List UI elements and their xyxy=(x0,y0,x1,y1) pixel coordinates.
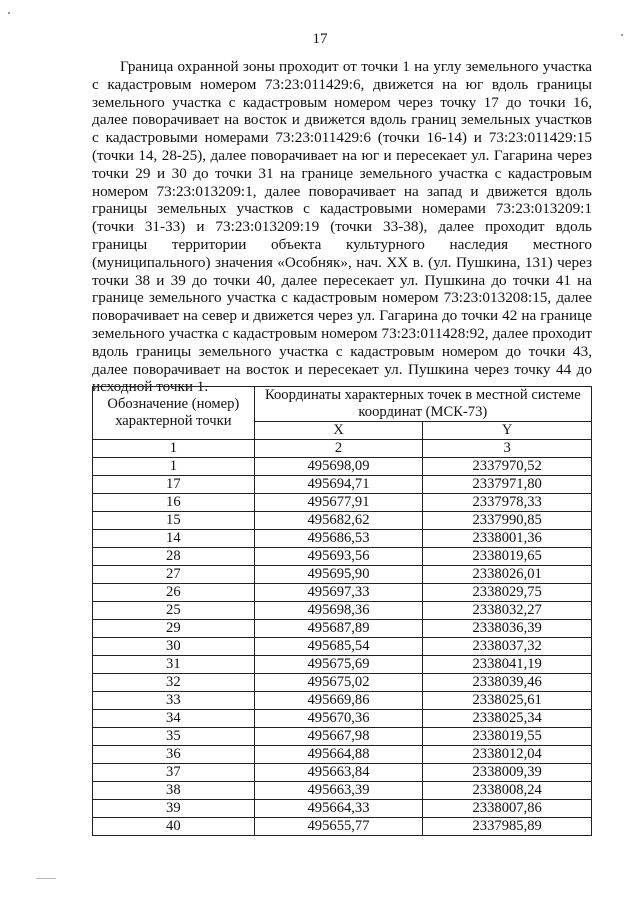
x-cell: 495670,36 xyxy=(254,710,423,728)
y-cell: 2338012,04 xyxy=(423,746,592,764)
page-number: 17 xyxy=(312,31,328,47)
point-cell: 35 xyxy=(93,728,255,746)
x-cell: 495686,53 xyxy=(254,530,423,548)
coordinates-table xyxy=(92,386,592,836)
point-cell: 30 xyxy=(93,638,255,656)
table-row xyxy=(93,476,592,494)
table-row xyxy=(93,710,592,728)
table-row xyxy=(93,620,592,638)
y-cell: 2337971,80 xyxy=(423,476,592,494)
point-cell: 25 xyxy=(93,602,255,620)
x-cell: 495655,77 xyxy=(254,818,423,836)
y-cell: 2338037,32 xyxy=(423,638,592,656)
scan-speck xyxy=(36,878,56,879)
x-cell: 495687,89 xyxy=(254,620,423,638)
table-row xyxy=(93,656,592,674)
x-cell: 495677,91 xyxy=(254,494,423,512)
table-row xyxy=(93,674,592,692)
point-cell: 38 xyxy=(93,782,255,800)
point-cell: 16 xyxy=(93,494,255,512)
column-number: 1 xyxy=(93,440,255,458)
point-cell: 29 xyxy=(93,620,255,638)
column-number: 3 xyxy=(423,440,592,458)
table-row xyxy=(93,584,592,602)
header-coordinates: Координаты характерных точек в местной системе координат (МСК-73) xyxy=(254,387,591,422)
point-cell: 34 xyxy=(93,710,255,728)
table-row xyxy=(93,746,592,764)
table-row xyxy=(93,458,592,476)
y-cell: 2337990,85 xyxy=(423,512,592,530)
x-cell: 495698,36 xyxy=(254,602,423,620)
table-row xyxy=(93,602,592,620)
point-cell: 31 xyxy=(93,656,255,674)
y-cell: 2338029,75 xyxy=(423,584,592,602)
scan-speck xyxy=(621,34,623,36)
y-cell: 2338032,27 xyxy=(423,602,592,620)
table-row xyxy=(93,512,592,530)
point-cell: 36 xyxy=(93,746,255,764)
x-cell: 495675,69 xyxy=(254,656,423,674)
point-cell: 40 xyxy=(93,818,255,836)
table-row xyxy=(93,638,592,656)
table-row xyxy=(93,566,592,584)
x-cell: 495695,90 xyxy=(254,566,423,584)
y-cell: 2337970,52 xyxy=(423,458,592,476)
point-cell: 33 xyxy=(93,692,255,710)
y-cell: 2338008,24 xyxy=(423,782,592,800)
y-cell: 2338007,86 xyxy=(423,800,592,818)
x-cell: 495664,33 xyxy=(254,800,423,818)
table-row xyxy=(93,800,592,818)
x-cell: 495675,02 xyxy=(254,674,423,692)
y-cell: 2338001,36 xyxy=(423,530,592,548)
y-cell: 2338009,39 xyxy=(423,764,592,782)
y-cell: 2338041,19 xyxy=(423,656,592,674)
y-cell: 2337985,89 xyxy=(423,818,592,836)
table-row xyxy=(93,494,592,512)
point-cell: 17 xyxy=(93,476,255,494)
table-row xyxy=(93,548,592,566)
table-header-row xyxy=(93,387,592,422)
scan-speck xyxy=(8,12,10,14)
x-cell: 495697,33 xyxy=(254,584,423,602)
x-cell: 495664,88 xyxy=(254,746,423,764)
point-cell: 37 xyxy=(93,764,255,782)
x-cell: 495669,86 xyxy=(254,692,423,710)
y-cell: 2338025,61 xyxy=(423,692,592,710)
point-cell: 15 xyxy=(93,512,255,530)
header-x: X xyxy=(254,422,423,440)
header-y: Y xyxy=(423,422,592,440)
header-point-designation: Обозначение (номер) характерной точки xyxy=(93,387,255,440)
y-cell: 2338025,34 xyxy=(423,710,592,728)
table-row xyxy=(93,530,592,548)
x-cell: 495667,98 xyxy=(254,728,423,746)
y-cell: 2338036,39 xyxy=(423,620,592,638)
point-cell: 32 xyxy=(93,674,255,692)
y-cell: 2338019,65 xyxy=(423,548,592,566)
y-cell: 2338019,55 xyxy=(423,728,592,746)
x-cell: 495693,56 xyxy=(254,548,423,566)
point-cell: 14 xyxy=(93,530,255,548)
table-row xyxy=(93,692,592,710)
point-cell: 39 xyxy=(93,800,255,818)
point-cell: 1 xyxy=(93,458,255,476)
y-cell: 2338039,46 xyxy=(423,674,592,692)
column-number: 2 xyxy=(254,440,423,458)
x-cell: 495698,09 xyxy=(254,458,423,476)
point-cell: 26 xyxy=(93,584,255,602)
table-row xyxy=(93,818,592,836)
x-cell: 495682,62 xyxy=(254,512,423,530)
boundary-description-paragraph: Граница охранной зоны проходит от точки 1 на углу земельного участка с кадастровым номером 73:23:011429:6, движется на юг вдоль границы земельного участка с кадастровым номером через точку 17 до точки 16, далее поворачивает на восток и движется вдоль границ земельных участков с кадастровыми номерами 73:23:011429:6 (точки 16-14) и 73:23:011429:15 (точки 14, 28-25), далее поворачивает на юг и пересекает ул. Гагарина через точки 29 и 30 до точки 31 на границе земельного участка с кадастровым номером 73:23:013209:1, далее поворачивает на запад и движется вдоль границы земельных участков с кадастровыми номерами 73:23:013209:1 (точки 31-33) и 73:23:013209:19 (точки 33-38), далее проходит вдоль границы территории объекта культурного наследия местного (муниципального) значения «Особняк», нач. XX в. (ул. Пушкина, 131) через точки 38 и 39 до точки 40, далее пересекает ул. Пушкина до точки 41 на границе земельного участка с кадастровым номером 73:23:013208:15, далее поворачивает на север и движется через ул. Гагарина до точки 42 на границе земельного участка с кадастровым номером 73:23:011428:92, далее проходит вдоль границы земельного участка с кадастровым номером до точки 43, далее поворачивает на восток и пересекает ул. Пушкина через точку 44 до исходной точки 1. xyxy=(92,58,592,396)
point-cell: 27 xyxy=(93,566,255,584)
table-row xyxy=(93,782,592,800)
x-cell: 495694,71 xyxy=(254,476,423,494)
x-cell: 495663,84 xyxy=(254,764,423,782)
y-cell: 2337978,33 xyxy=(423,494,592,512)
y-cell: 2338026,01 xyxy=(423,566,592,584)
table-row xyxy=(93,764,592,782)
x-cell: 495685,54 xyxy=(254,638,423,656)
x-cell: 495663,39 xyxy=(254,782,423,800)
point-cell: 28 xyxy=(93,548,255,566)
column-number-row xyxy=(93,440,592,458)
table-row xyxy=(93,728,592,746)
